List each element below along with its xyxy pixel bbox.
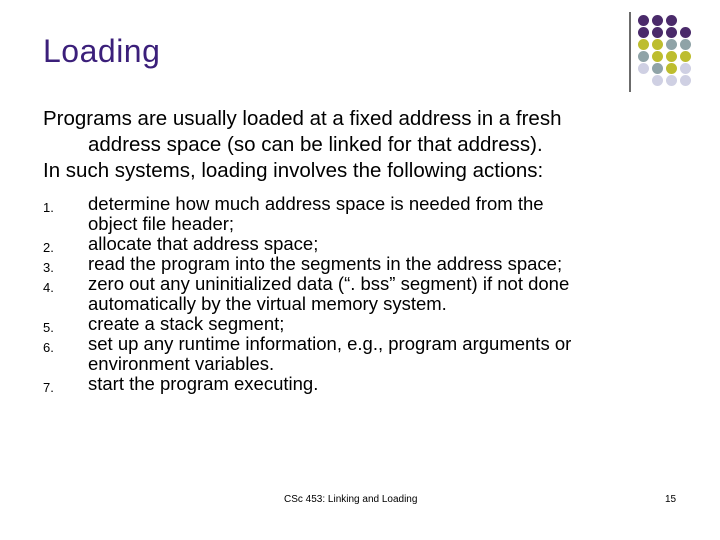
decorative-dot [666, 75, 677, 86]
footer-course: CSc 453: Linking and Loading [284, 494, 418, 505]
intro-paragraph-2 [43, 158, 683, 184]
list-item [43, 194, 703, 234]
list-item [43, 234, 703, 254]
step-number: 5. [43, 320, 54, 335]
decorative-dot [652, 63, 663, 74]
step-number: 7. [43, 380, 54, 395]
intro-paragraph-1 [43, 106, 683, 158]
list-item [43, 334, 703, 374]
list-item [43, 314, 703, 334]
list-item [43, 374, 703, 394]
divider-line [629, 12, 631, 92]
decorative-dot [652, 27, 663, 38]
decorative-dot [666, 15, 677, 26]
step-text: object file header; [88, 213, 235, 234]
step-text: determine how much address space is needed from the [88, 193, 544, 214]
decorative-dot [638, 51, 649, 62]
decorative-dot [680, 27, 691, 38]
decorative-dot [680, 51, 691, 62]
step-number: 6. [43, 340, 54, 355]
decorative-dot [638, 63, 649, 74]
step-number: 3. [43, 260, 54, 275]
step-text: automatically by the virtual memory system. [88, 293, 447, 314]
decorative-dot [680, 63, 691, 74]
decorative-dot [680, 75, 691, 86]
decorative-dot [638, 75, 649, 86]
decorative-dot [652, 15, 663, 26]
decorative-dot [666, 27, 677, 38]
step-text: set up any runtime information, e.g., program arguments or [88, 333, 572, 354]
decorative-dot [652, 39, 663, 50]
step-text: zero out any uninitialized data (“. bss” segment) if not done [88, 273, 570, 294]
decorative-dot-grid [638, 15, 691, 86]
decorative-dot [638, 15, 649, 26]
list-item [43, 274, 703, 314]
page-number: 15 [665, 494, 677, 505]
decorative-dot [652, 75, 663, 86]
intro-line: In such systems, loading involves the following actions: [43, 159, 544, 182]
step-text: read the program into the segments in the address space; [88, 253, 563, 274]
slide-title: Loading [43, 33, 161, 69]
step-text: environment variables. [88, 353, 275, 374]
step-text: allocate that address space; [88, 233, 319, 254]
intro-line: Programs are usually loaded at a fixed address in a fresh [43, 107, 562, 130]
intro-line-continued: address space (so can be linked for that address). [88, 133, 543, 156]
step-number: 4. [43, 280, 54, 295]
decorative-dot [680, 15, 691, 26]
decorative-dot [680, 39, 691, 50]
step-number: 1. [43, 200, 54, 215]
decorative-dot [666, 39, 677, 50]
list-item [43, 254, 703, 274]
step-text: create a stack segment; [88, 313, 285, 334]
decorative-dot [638, 27, 649, 38]
step-number: 2. [43, 240, 54, 255]
decorative-dot [638, 39, 649, 50]
decorative-dot [666, 63, 677, 74]
loading-steps-list [43, 194, 703, 394]
decorative-dot [666, 51, 677, 62]
decorative-dot [652, 51, 663, 62]
step-text: start the program executing. [88, 373, 319, 394]
intro-text [43, 106, 683, 184]
